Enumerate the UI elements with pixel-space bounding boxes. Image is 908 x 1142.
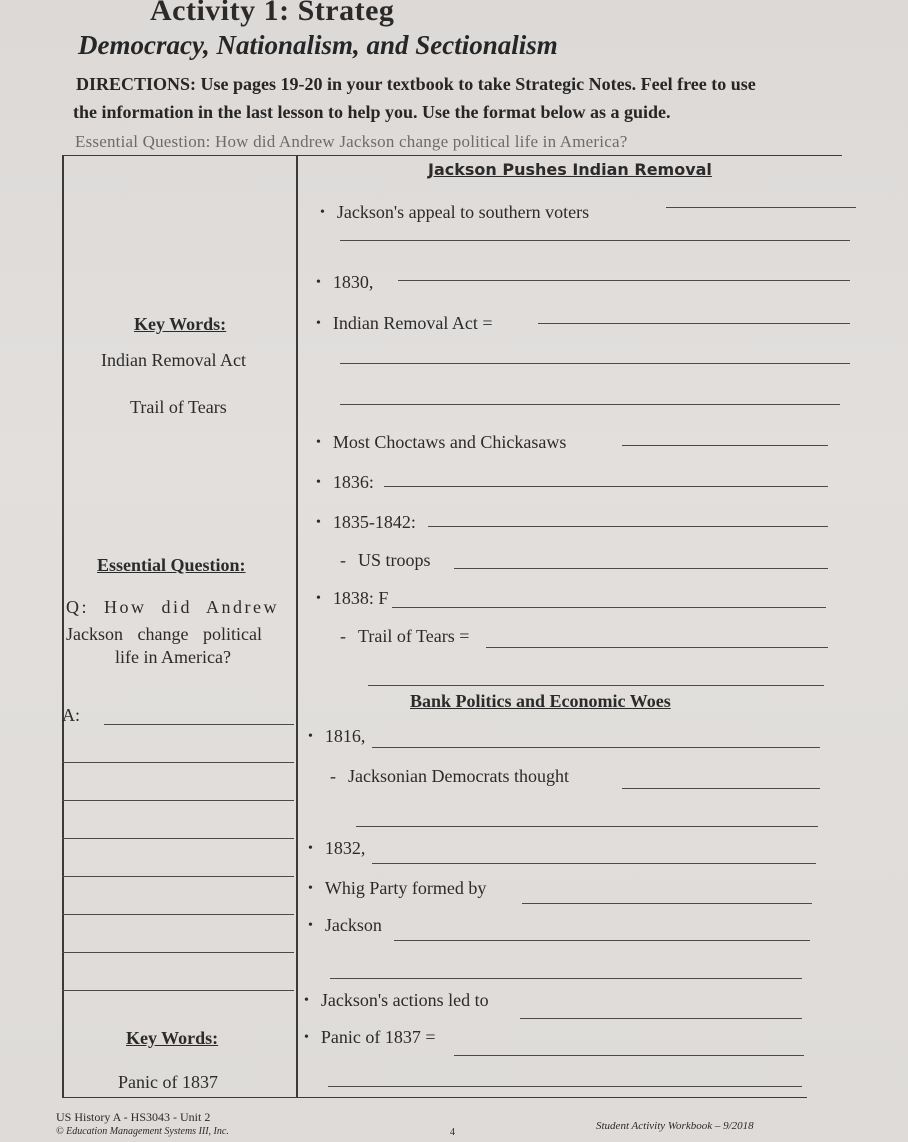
answer-blank-6[interactable]: [62, 914, 294, 915]
note-blank[interactable]: [372, 747, 820, 748]
note-item-southern-voters: • Jackson's appeal to southern voters: [320, 202, 589, 223]
note-item-whig-party: • Whig Party formed by: [308, 878, 486, 899]
key-words-heading-1: Key Words:: [134, 314, 227, 334]
note-blank[interactable]: [428, 526, 828, 527]
note-subitem-trail-of-tears: - Trail of Tears =: [340, 626, 469, 647]
footer-page-number: 4: [450, 1127, 455, 1138]
table-bottom-border: [62, 1097, 807, 1098]
note-blank[interactable]: [394, 940, 810, 941]
essential-question-banner: Essential Question: How did Andrew Jackson change political life in America?: [75, 132, 628, 151]
note-item-indian-removal-act: • Indian Removal Act =: [316, 313, 493, 334]
eq-question-line-1: Q: How did Andrew: [66, 597, 279, 617]
note-blank[interactable]: [398, 280, 850, 281]
note-blank[interactable]: [454, 1055, 804, 1056]
note-blank[interactable]: [356, 826, 818, 827]
note-item-1836: • 1836:: [316, 472, 374, 493]
note-blank[interactable]: [340, 404, 840, 405]
note-item-jacksons-actions: • Jackson's actions led to: [304, 990, 489, 1011]
footer-course: US History A - HS3043 - Unit 2: [56, 1110, 211, 1124]
note-blank[interactable]: [328, 1086, 802, 1087]
note-blank[interactable]: [666, 207, 856, 208]
note-blank[interactable]: [330, 978, 802, 979]
note-blank[interactable]: [522, 903, 812, 904]
directions-line-2: the information in the last lesson to help you. Use the format below as a guide.: [73, 102, 671, 122]
note-blank[interactable]: [340, 240, 850, 241]
note-item-1830: • 1830,: [316, 272, 373, 293]
eq-question-line-2: Jackson change political: [66, 624, 262, 644]
section-heading-indian-removal: Jackson Pushes Indian Removal: [428, 160, 712, 179]
column-divider: [296, 155, 298, 1098]
note-blank[interactable]: [538, 323, 850, 324]
note-subitem-us-troops: - US troops: [340, 550, 431, 571]
table-top-border: [62, 155, 842, 156]
key-word-indian-removal-act: Indian Removal Act: [101, 350, 246, 370]
answer-blank-5[interactable]: [62, 876, 294, 877]
answer-blank-3[interactable]: [62, 800, 294, 801]
note-blank[interactable]: [520, 1018, 802, 1019]
footer-copyright: © Education Management Systems III, Inc.: [56, 1126, 229, 1137]
note-subitem-jacksonian-democrats: - Jacksonian Democrats thought: [330, 766, 569, 787]
answer-blank-2[interactable]: [62, 762, 294, 763]
note-blank[interactable]: [622, 788, 820, 789]
note-blank[interactable]: [340, 363, 850, 364]
directions-line-1: DIRECTIONS: Use pages 19-20 in your textbook to take Strategic Notes. Feel free to use: [76, 74, 756, 94]
note-blank[interactable]: [384, 486, 828, 487]
note-blank[interactable]: [622, 445, 828, 446]
note-item-1835-1842: • 1835-1842:: [316, 512, 416, 533]
essential-question-heading: Essential Question:: [97, 555, 246, 575]
key-word-trail-of-tears: Trail of Tears: [130, 397, 227, 417]
answer-label: A:: [62, 705, 80, 725]
worksheet-subtitle: Democracy, Nationalism, and Sectionalism: [78, 30, 558, 60]
note-blank[interactable]: [392, 607, 826, 608]
eq-question-line-3: life in America?: [115, 647, 231, 667]
answer-blank-4[interactable]: [62, 838, 294, 839]
answer-blank-1[interactable]: [104, 724, 294, 725]
note-item-1816: • 1816,: [308, 726, 365, 747]
section-heading-bank-politics: Bank Politics and Economic Woes: [410, 691, 671, 711]
table-left-border: [62, 155, 64, 1098]
note-blank[interactable]: [372, 863, 816, 864]
activity-title: Activity 1: Strateg: [150, 0, 395, 27]
note-blank[interactable]: [368, 685, 824, 686]
key-word-panic-of-1837: Panic of 1837: [118, 1072, 218, 1092]
note-blank[interactable]: [486, 647, 828, 648]
note-item-choctaws: • Most Choctaws and Chickasaws: [316, 432, 566, 453]
key-words-heading-2: Key Words:: [126, 1028, 219, 1048]
note-item-panic-of-1837: • Panic of 1837 =: [304, 1027, 436, 1048]
answer-blank-7[interactable]: [62, 952, 294, 953]
note-blank[interactable]: [454, 568, 828, 569]
note-item-jackson: • Jackson: [308, 915, 382, 936]
footer-workbook: Student Activity Workbook – 9/2018: [596, 1120, 754, 1132]
answer-blank-8[interactable]: [62, 990, 294, 991]
note-item-1832: • 1832,: [308, 838, 365, 859]
note-item-1838: • 1838: F: [316, 588, 388, 609]
